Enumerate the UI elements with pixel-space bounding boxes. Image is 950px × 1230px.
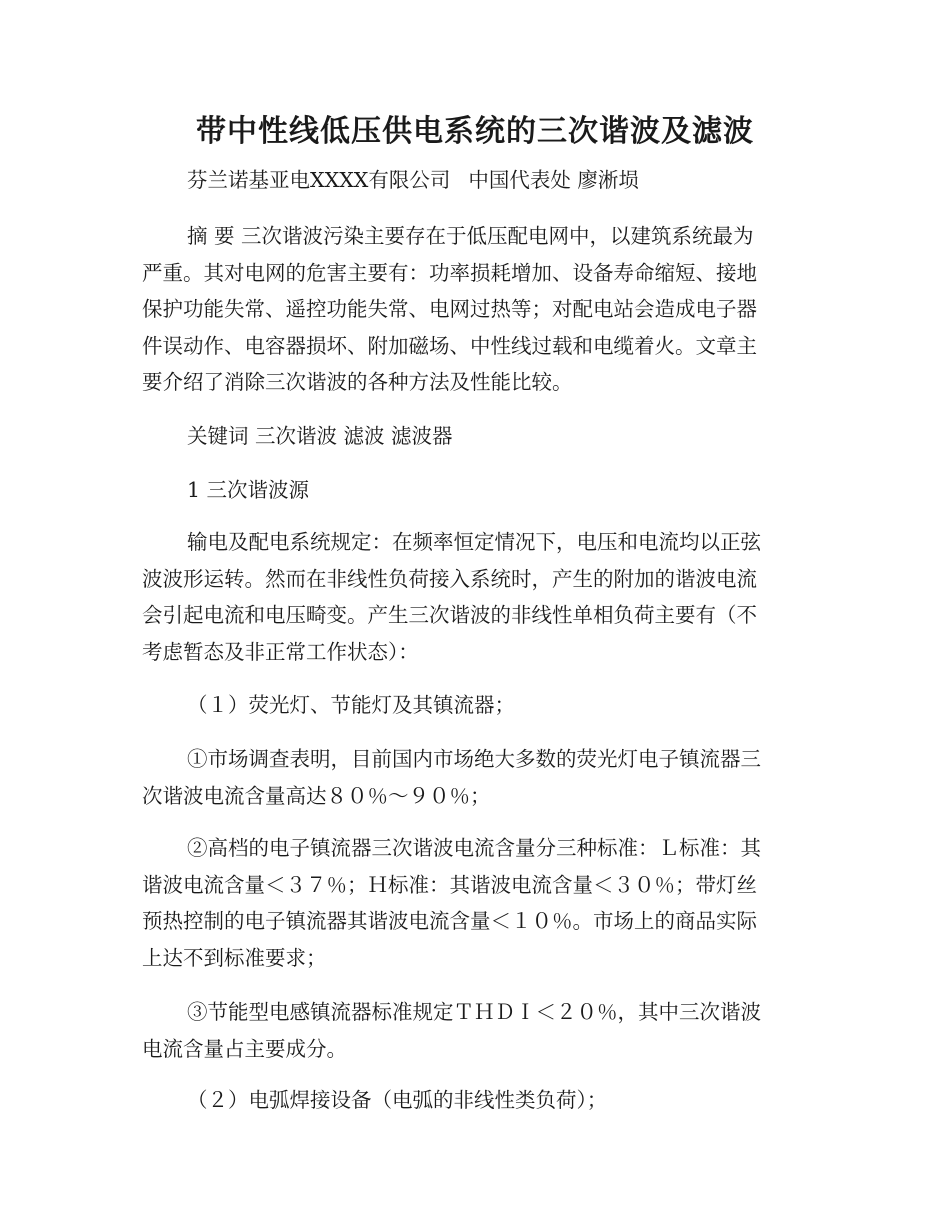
paragraph-line: ③节能型电感镇流器标准规定ＴＨＤＩ＜２０％，其中三次谐波 xyxy=(187,1000,761,1024)
paragraph-line: 要介绍了消除三次谐波的各种方法及性能比较。 xyxy=(142,370,573,394)
section-heading: 1 三次谐波源 xyxy=(187,478,310,502)
paragraph-line: ②高档的电子镇流器三次谐波电流含量分三种标准：Ｌ标准：其 xyxy=(187,836,761,860)
paragraph-line: 预热控制的电子镇流器其谐波电流含量＜１０％。市场上的商品实际 xyxy=(142,909,757,933)
body-paragraph xyxy=(142,524,802,670)
paragraph-line: 严重。其对电网的危害主要有：功率损耗增加、设备寿命缩短、接地 xyxy=(142,260,757,285)
author-organization: 芬兰诺基亚电XXXX有限公司 xyxy=(187,168,451,192)
author-line xyxy=(142,162,847,199)
paragraph-line: 次谐波电流含量高达８０％～９０％； xyxy=(142,783,491,808)
keywords-line: 关键词 三次谐波 滤波 滤波器 xyxy=(187,424,453,448)
paragraph-line: ①市场调查表明，目前国内市场绝大多数的荧光灯电子镇流器三 xyxy=(187,747,761,771)
paragraph-line: 波波形运转。然而在非线性负荷接入系统时，产生的附加的谐波电流 xyxy=(142,566,757,591)
paragraph-line: 输电及配电系统规定：在频率恒定情况下，电压和电流均以正弦 xyxy=(187,530,761,554)
sub-item-paragraph xyxy=(142,741,802,814)
sub-item-paragraph xyxy=(142,994,802,1067)
paragraph-line: 考虑暂态及非正常工作状态）： xyxy=(142,639,419,664)
sub-item-paragraph xyxy=(142,830,802,976)
list-item-heading: （１）荧光灯、节能灯及其镇流器； xyxy=(187,693,515,717)
paragraph-line: 电流含量占主要成分。 xyxy=(142,1036,347,1061)
paragraph-line: 摘 要 三次谐波污染主要存在于低压配电网中，以建筑系统最为 xyxy=(187,224,754,248)
paragraph-line: 上达不到标准要求； xyxy=(142,945,327,970)
abstract-paragraph xyxy=(142,218,802,401)
paragraph-line: 会引起电流和电压畸变。产生三次谐波的非线性单相负荷主要有（不 xyxy=(142,603,757,627)
author-name: 中国代表处 廖淅埙 xyxy=(468,168,639,192)
list-item-heading: （２）电弧焊接设备（电弧的非线性类负荷）； xyxy=(187,1088,608,1112)
document-title: 带中性线低压供电系统的三次谐波及滤波 xyxy=(196,114,754,149)
paragraph-line: 件误动作、电容器损坏、附加磁场、中性线过载和电缆着火。文章主 xyxy=(142,333,757,358)
paragraph-line: 保护功能失常、遥控功能失常、电网过热等；对配电站会造成电子器 xyxy=(142,297,757,321)
paragraph-line: 谐波电流含量＜３７％；Ｈ标准：其谐波电流含量＜３０％；带灯丝 xyxy=(142,872,757,897)
